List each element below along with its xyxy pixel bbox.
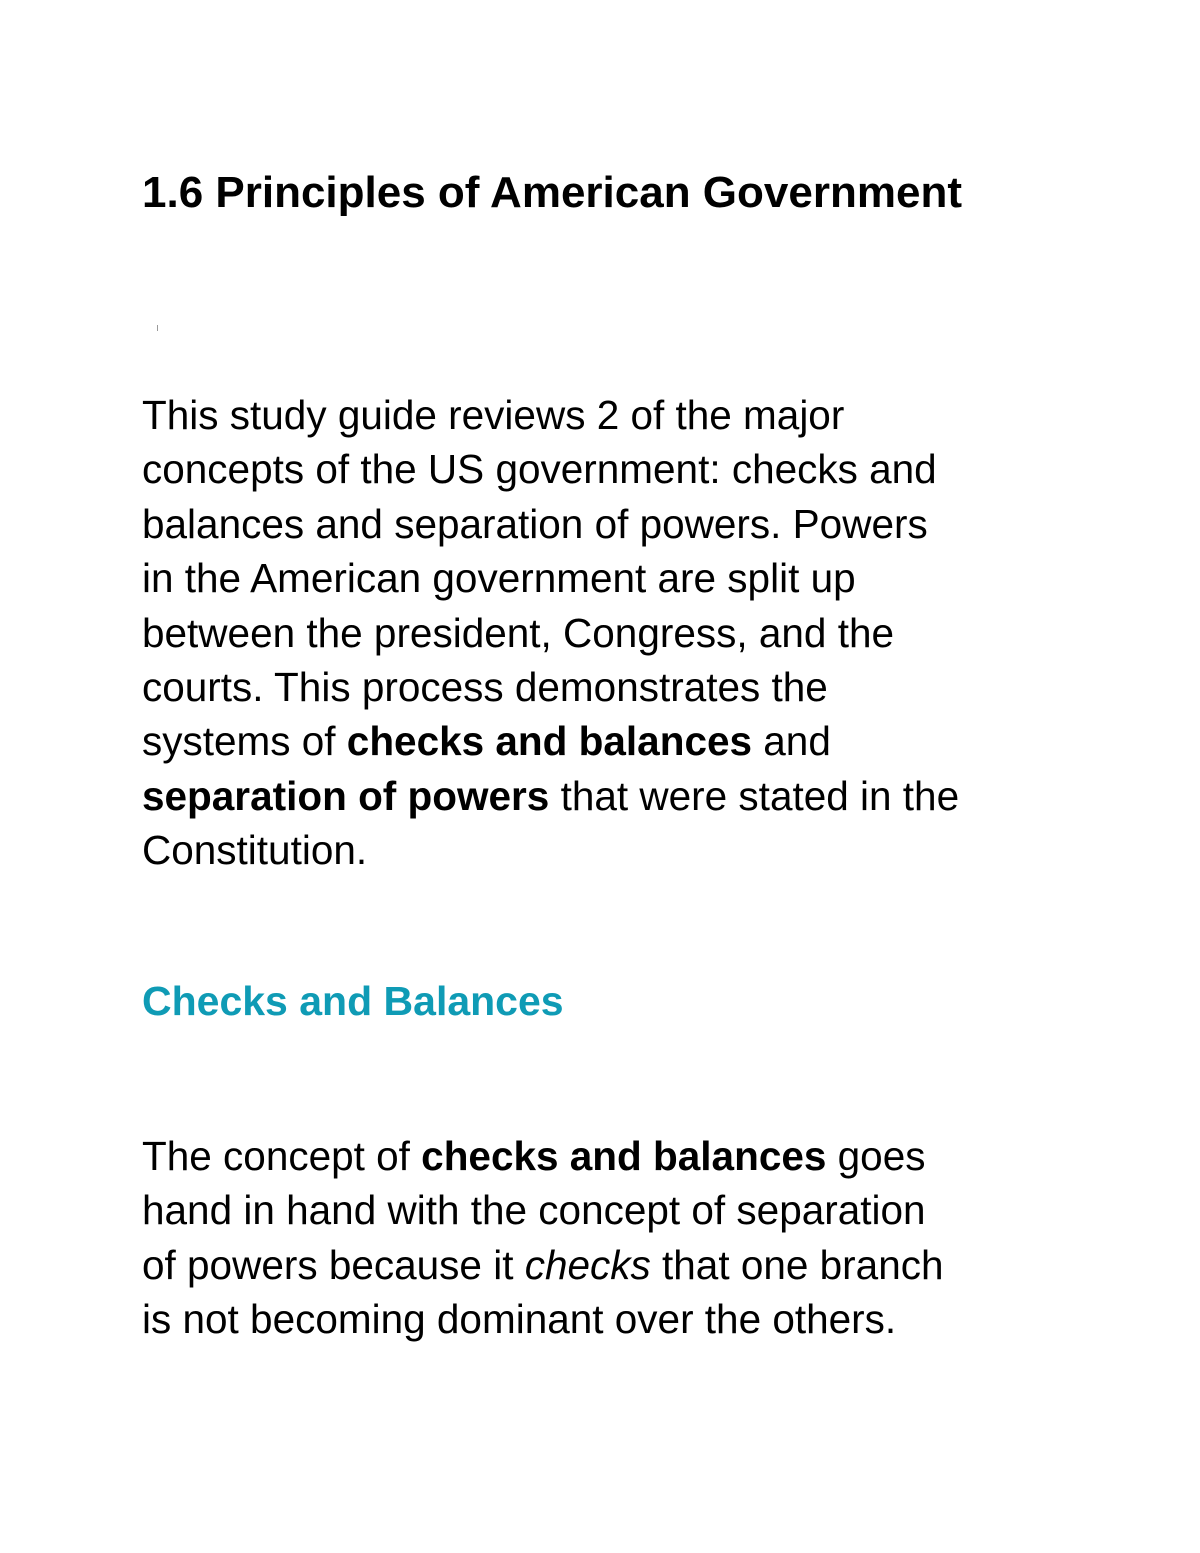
intro-line: separation of powers that were stated in the	[142, 772, 960, 819]
section-body-paragraph	[142, 1129, 944, 1347]
section-body-line: The concept of checks and balances goes	[142, 1133, 926, 1179]
document-title: 1.6 Principles of American Government	[142, 168, 962, 217]
section-heading-checks-and-balances: Checks and Balances	[142, 978, 564, 1024]
intro-line: between the president, Congress, and the	[142, 609, 894, 656]
intro-line: Constitution.	[142, 827, 368, 874]
bold-term-checks-and-balances: checks and balances	[421, 1133, 827, 1179]
intro-line: courts. This process demonstrates the	[142, 664, 828, 711]
intro-paragraph	[142, 388, 959, 878]
stray-mark	[157, 325, 158, 331]
intro-line: concepts of the US government: checks and	[142, 446, 937, 493]
italic-term-checks: checks	[524, 1241, 651, 1288]
intro-line: This study guide reviews 2 of the major	[142, 392, 845, 438]
intro-line: systems of checks and balances and	[142, 718, 831, 765]
section-body-line: of powers because it checks that one branch	[142, 1241, 944, 1288]
intro-line: in the American government are split up	[142, 555, 856, 602]
section-body-line: hand in hand with the concept of separation	[142, 1187, 926, 1234]
bold-term-checks-and-balances: checks and balances	[346, 718, 753, 765]
intro-line: balances and separation of powers. Powers	[142, 500, 928, 547]
bold-term-separation-of-powers: separation of powers	[142, 772, 550, 819]
section-body-line: is not becoming dominant over the others.	[142, 1296, 897, 1343]
